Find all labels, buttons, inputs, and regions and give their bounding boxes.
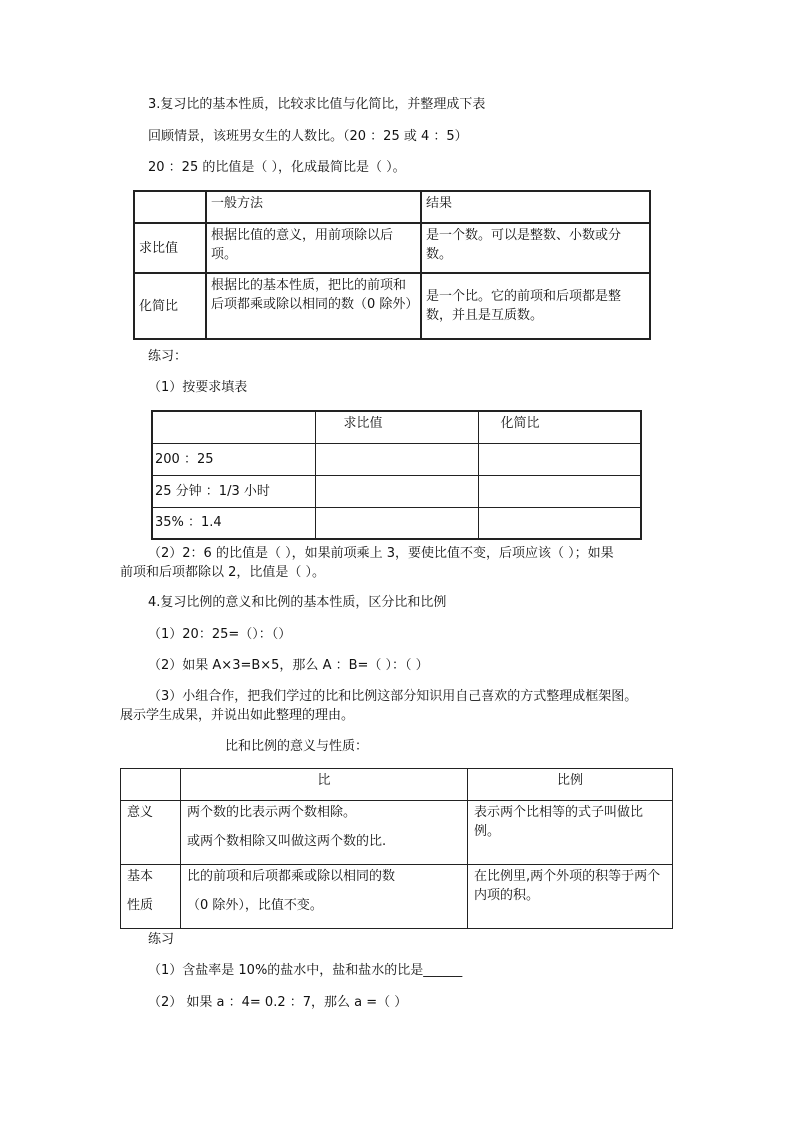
- method-cell: 根据比的基本性质，把比的前项和后项都乘或除以相同的数（0 除外）: [206, 273, 421, 339]
- blank-cell[interactable]: [478, 443, 641, 475]
- table-header-cell: 一般方法: [206, 191, 421, 223]
- row-label: 化简比: [134, 273, 206, 339]
- ratio-meaning-line2: 或两个数相除又叫做这两个数的比.: [187, 834, 387, 849]
- ratio-cell: [181, 865, 468, 929]
- result-cell: 是一个数。可以是整数、小数或分数。: [421, 223, 650, 273]
- row-label-line2: 性质: [127, 898, 154, 913]
- table-header-cell: [152, 411, 315, 443]
- table-header-cell: 化简比: [478, 411, 641, 443]
- ratio-method-table: [133, 190, 651, 340]
- ratio-cell: 35% ：1.4: [152, 507, 315, 539]
- practice-title: 练习：: [148, 349, 188, 364]
- blank-cell[interactable]: [315, 507, 478, 539]
- section4-q2: （2）如果 A×3=B×5，那么 A ：B=（ ）：（ ）: [148, 658, 429, 673]
- section4-heading: 4.复习比例的意义和比例的基本性质，区分比和比例: [148, 595, 447, 610]
- row-label: 求比值: [134, 223, 206, 273]
- ratio-cell: 200 ：25: [152, 443, 315, 475]
- ratio-cell: [181, 801, 468, 865]
- row-label: 意义: [121, 801, 181, 865]
- table-row: [152, 443, 641, 475]
- table-row: [121, 865, 673, 929]
- blank-cell[interactable]: [478, 507, 641, 539]
- section4-q3-line1: （3）小组合作，把我们学过的比和比例这部分知识用自己喜欢的方式整理成框架图。: [148, 689, 638, 704]
- table-row: [134, 223, 650, 273]
- practice2-q1: （1）含盐率是 10%的盐水中，盐和盐水的比是______: [148, 963, 463, 978]
- recall-text: 回顾情景，该班男女生的人数比。（20 ：25 或 4 ：5）: [148, 129, 468, 144]
- ratio-question: 20 ：25 的比值是（ ），化成最简比是（ ）。: [148, 160, 406, 175]
- table-row: [152, 507, 641, 539]
- section4-q3-line2: 展示学生成果，并说出如此整理的理由。: [120, 708, 355, 723]
- section4-q1: （1）20：25=（）：（）: [148, 627, 292, 642]
- table-header-cell: 求比值: [315, 411, 478, 443]
- ratio-proportion-table: [120, 768, 673, 929]
- row-label: [121, 865, 181, 929]
- blank-cell[interactable]: [315, 443, 478, 475]
- result-cell: 是一个比。它的前项和后项都是整数，并且是互质数。: [421, 273, 650, 339]
- table-header-cell: [134, 191, 206, 223]
- ratio-property-line1: 比的前项和后项都乘或除以相同的数: [187, 869, 396, 884]
- practice-item-2-line1: （2）2：6 的比值是（ ），如果前项乘上 3，要使比值不变，后项应该（ ）；如果: [148, 546, 614, 561]
- row-label-line1: 基本: [127, 869, 154, 884]
- method-cell: 根据比值的意义，用前项除以后项。: [206, 223, 421, 273]
- table-header-cell: [121, 769, 181, 801]
- practice-item-2-line2: 前项和后项都除以 2，比值是（ ）。: [120, 565, 326, 580]
- blank-cell[interactable]: [478, 475, 641, 507]
- table-header-row: [152, 411, 641, 443]
- practice2-title: 练习: [148, 932, 175, 947]
- table-row: [134, 273, 650, 339]
- proportion-cell: 在比例里,两个外项的积等于两个内项的积。: [468, 865, 673, 929]
- table-row: [152, 475, 641, 507]
- ratio-cell: 25 分钟 ：1/3 小时: [152, 475, 315, 507]
- proportion-cell: 表示两个比相等的式子叫做比例。: [468, 801, 673, 865]
- ratio-meaning-line1: 两个数的比表示两个数相除。: [187, 805, 357, 820]
- table-header-row: [121, 769, 673, 801]
- table-header-cell: 比: [181, 769, 468, 801]
- blank-cell[interactable]: [315, 475, 478, 507]
- table-row: [121, 801, 673, 865]
- section3-heading: 3.复习比的基本性质，比较求比值与化简比，并整理成下表: [148, 97, 486, 112]
- table-title: 比和比例的意义与性质：: [225, 739, 369, 754]
- fill-in-table: [151, 410, 642, 540]
- practice-item-1: （1）按要求填表: [148, 380, 248, 395]
- ratio-property-line2: （0 除外），比值不变。: [187, 898, 323, 913]
- table-header-cell: 比例: [468, 769, 673, 801]
- practice2-q2: （2） 如果 a ：4= 0.2 ：7，那么 a =（ ）: [148, 995, 408, 1010]
- table-header-cell: 结果: [421, 191, 650, 223]
- table-header-row: [134, 191, 650, 223]
